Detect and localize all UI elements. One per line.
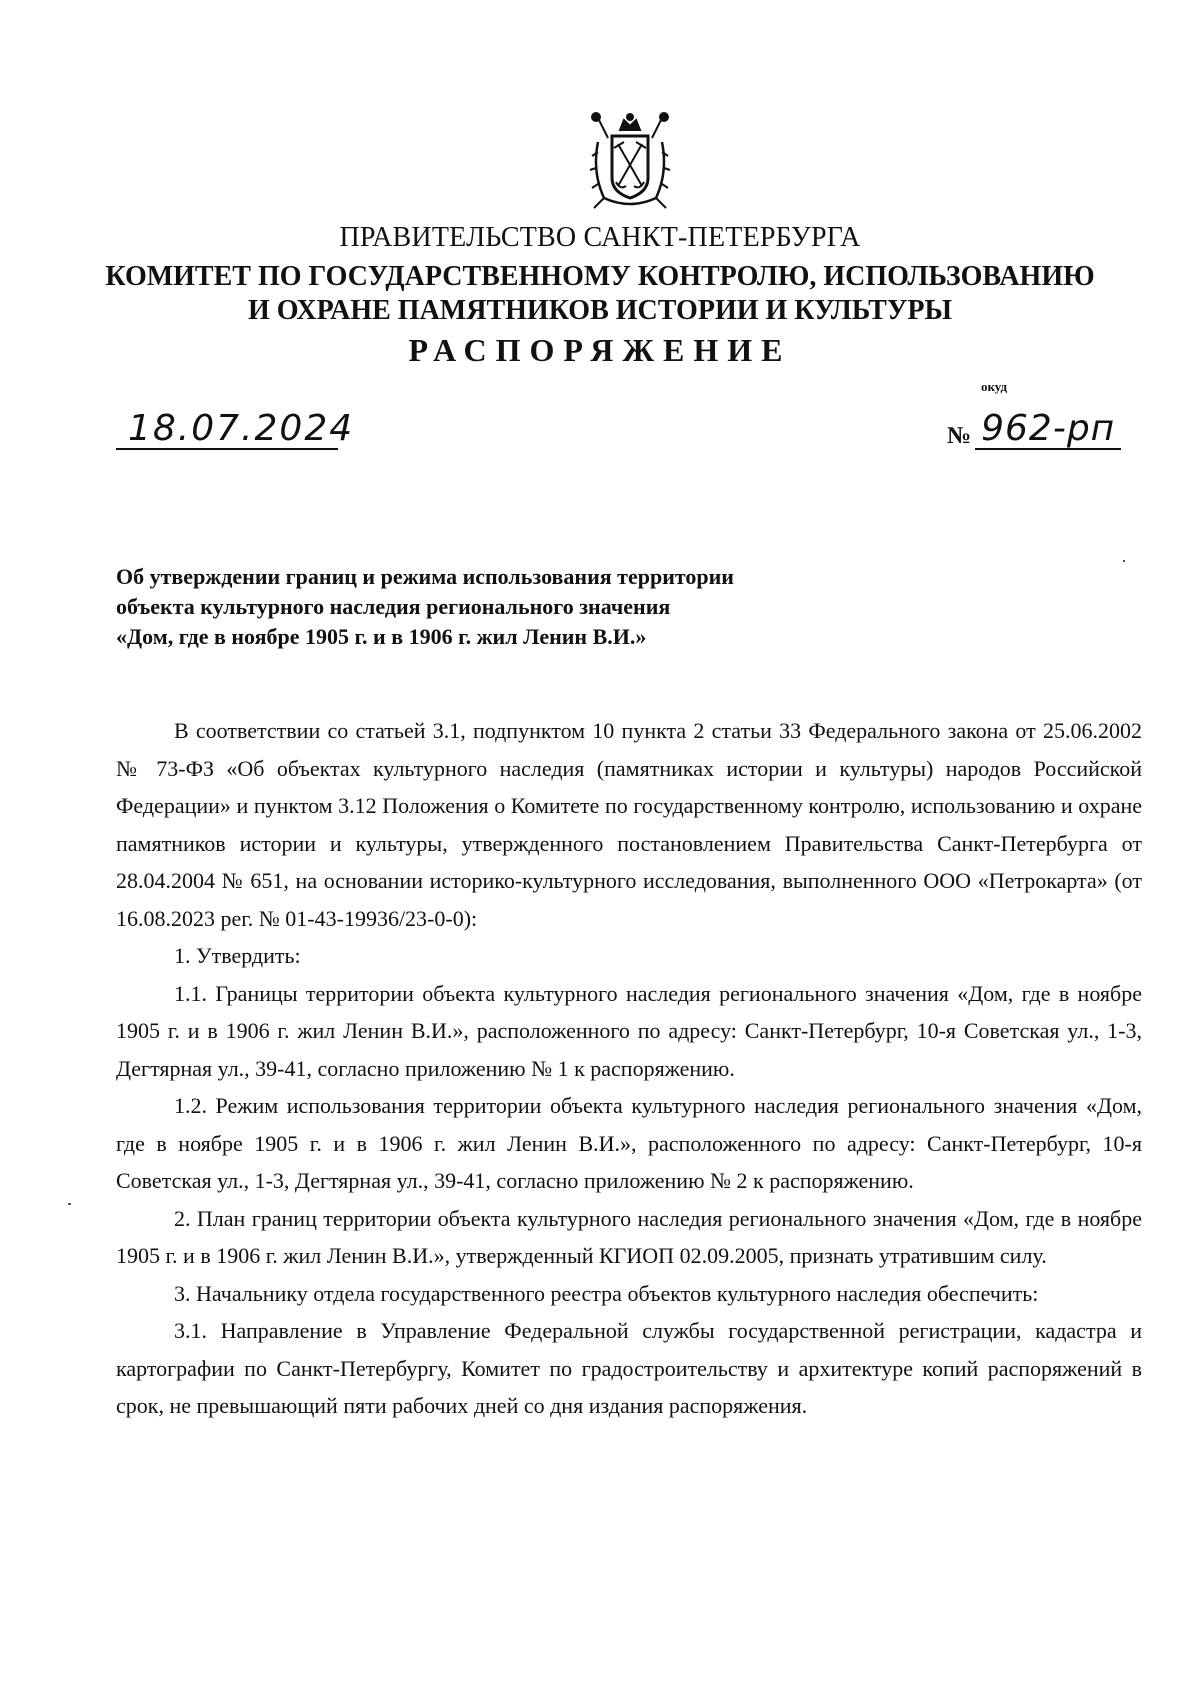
subject-line-1: Об утверждении границ и режима использования территории (116, 564, 734, 589)
coat-of-arms-icon (584, 112, 676, 212)
scan-speck (68, 1203, 71, 1205)
subject-line-3: «Дом, где в ноябре 1905 г. и в 1906 г. жил Ленин В.И.» (116, 624, 647, 649)
item-3-paragraph: 3. Начальнику отдела государственного реестра объектов культурного наследия обеспечить: (174, 1280, 1039, 1306)
okud-label: окуд (981, 379, 1008, 394)
number-sign: № (947, 423, 972, 449)
document-date: 18.07.2024 (116, 410, 338, 450)
scan-speck (1123, 560, 1125, 562)
document-type-title: РАСПОРЯЖЕНИЕ (408, 332, 792, 368)
document-number-value: 962-рп (975, 410, 1121, 450)
item-3-1-paragraph: 3.1. Направление в Управление Федеральной службы государственной регистрации, кадастра и картографии по Санкт-Петербургу, Комитет по градостроительству и архитектуре копий распоряжений в срок, не превышающий пяти рабочих дней со дня издания распоряжения. (116, 1318, 1142, 1418)
item-1-2-paragraph: 1.2. Режим использования территории объекта культурного наследия регионального значения «Дом, где в ноябре 1905 г. и в 1906 г. жил Ленин В.И.», расположенного по адресу: Санкт-Петербург, 10-я Советская ул., 1-3, Дегтярная ул., 39-41, согласно приложению № 2 к распоряжению. (116, 1093, 1142, 1193)
subject-line-2: объекта культурного наследия регионального значения (116, 594, 671, 619)
committee-title-line-2: И ОХРАНЕ ПАМЯТНИКОВ ИСТОРИИ И КУЛЬТУРЫ (248, 295, 952, 326)
document-subject (116, 562, 836, 652)
preamble-paragraph: В соответствии со статьей 3.1, подпунктом 10 пункта 2 статьи 33 Федерального закона от 25.06.2002 № 73-ФЗ «Об объектах культурного наследия (памятниках истории и культуры) народов Российской Федерации» и пунктом 3.12 Положения о Комитете по государственному контролю, использованию и охране памятников истории и культуры, утвержденного постановлением Правительства Санкт-Петербурга от 28.04.2004 № 651, на основании историко-культурного исследования, выполненного ООО «Петрокарта» (от 16.08.2023 рег. № 01-43-19936/23-0-0): (116, 718, 1142, 931)
item-2-paragraph: 2. План границ территории объекта культурного наследия регионального значения «Дом, где в ноябре 1905 г. и в 1906 г. жил Ленин В.И.», утвержденный КГИОП 02.09.2005, признать утратившим силу. (116, 1205, 1142, 1268)
committee-title (0, 260, 1200, 328)
item-1-paragraph: 1. Утвердить: (174, 943, 301, 968)
committee-title-line-1: КОМИТЕТ ПО ГОСУДАРСТВЕННОМУ КОНТРОЛЮ, ИСПОЛЬЗОВАНИЮ (105, 261, 1095, 292)
document-number (947, 410, 1121, 450)
item-1-1-paragraph: 1.1. Границы территории объекта культурного наследия регионального значения «Дом, где в ноябре 1905 г. и в 1906 г. жил Ленин В.И.», расположенного по адресу: Санкт-Петербург, 10-я Советская ул., 1-3, Дегтярная ул., 39-41, согласно приложению № 1 к распоряжению. (116, 980, 1142, 1081)
government-title: ПРАВИТЕЛЬСТВО САНКТ-ПЕТЕРБУРГА (339, 222, 861, 253)
document-body (116, 712, 1142, 1425)
